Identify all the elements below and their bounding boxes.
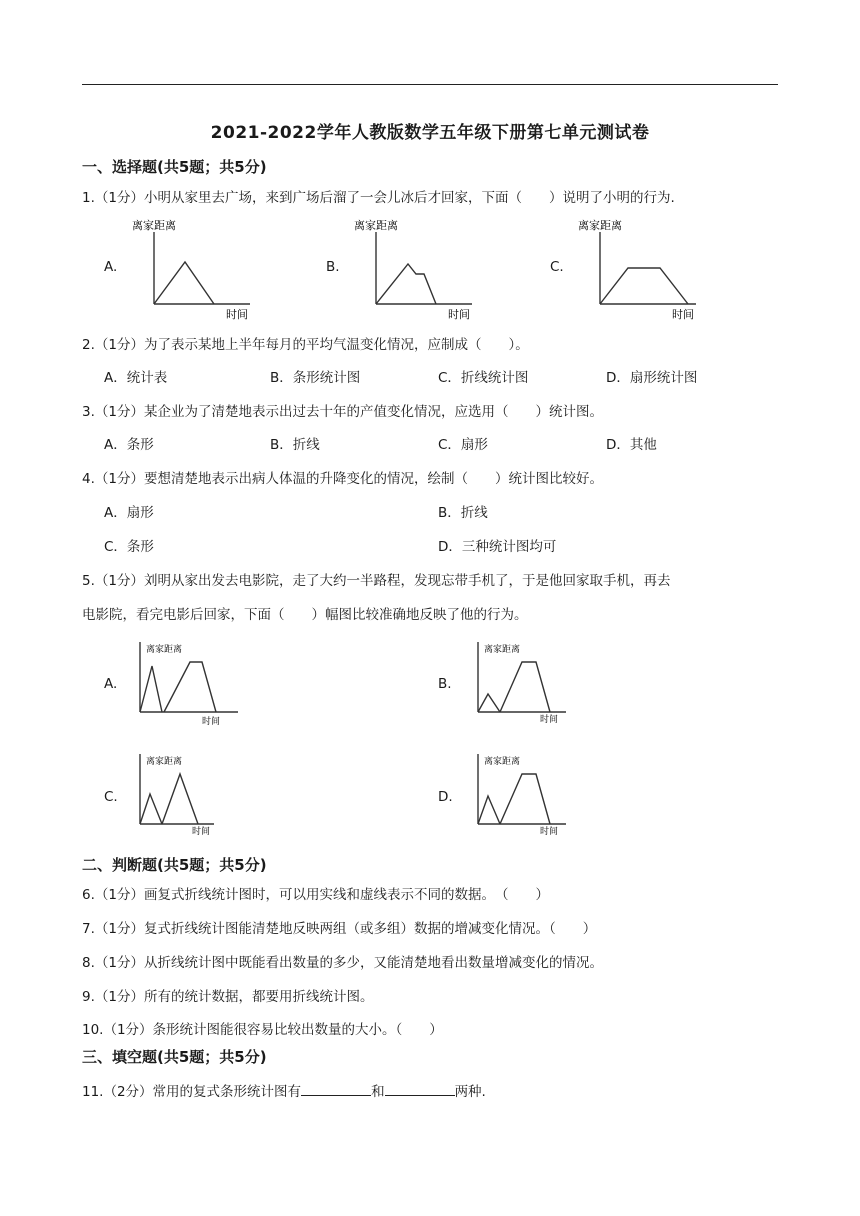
q11-prefix: 11.（2分）常用的复式条形统计图有 (82, 1084, 302, 1100)
q2-option-c: C．折线统计图 (438, 370, 529, 386)
q5-option-b-label: B. (438, 676, 452, 692)
graph-y-label: 离家距离 (146, 757, 183, 767)
question-9: 9.（1分）所有的统计数据，都要用折线统计图。 (82, 989, 374, 1005)
q5-graph-d (470, 752, 610, 838)
q11-blank-1[interactable] (301, 1083, 371, 1096)
header-rule (82, 84, 778, 85)
q1-graph-a (128, 214, 268, 322)
graph-y-label: 离家距离 (484, 645, 521, 655)
q5-option-c-label: C. (104, 789, 118, 805)
page-title: 2021-2022学年人教版数学五年级下册第七单元测试卷 (210, 123, 650, 143)
graph-x-label: 时间 (448, 308, 470, 321)
graph-x-label: 时间 (192, 827, 211, 837)
q1-option-c-label: C. (550, 259, 564, 275)
question-10: 10.（1分）条形统计图能很容易比较出数量的大小。（ ） (82, 1022, 443, 1038)
question-11 (82, 1080, 486, 1100)
q3-option-b: B．折线 (270, 437, 320, 453)
q4-option-a: A．扇形 (104, 505, 154, 521)
q5-option-d-label: D. (438, 789, 453, 805)
section-choice-heading: 一、选择题(共5题；共5分) (82, 158, 267, 176)
q1-graph-b (350, 214, 490, 322)
graph-x-label: 时间 (540, 715, 559, 725)
q2-option-a: A．统计表 (104, 370, 168, 386)
section-fill-heading: 三、填空题(共5题；共5分) (82, 1048, 267, 1066)
graph-x-label: 时间 (672, 308, 694, 321)
q5-graph-a (132, 640, 272, 726)
question-8: 8.（1分）从折线统计图中既能看出数量的多少，又能清楚地看出数量增减变化的情况。 (82, 955, 603, 971)
question-5-line-1: 5.（1分）刘明从家出发去电影院，走了大约一半路程，发现忘带手机了，于是他回家取手机，再去 (82, 573, 671, 589)
graph-y-label: 离家距离 (354, 219, 398, 232)
q3-option-a: A．条形 (104, 437, 154, 453)
q11-suffix: 两种. (454, 1084, 486, 1100)
q3-option-c: C．扇形 (438, 437, 488, 453)
graph-y-label: 离家距离 (132, 219, 176, 232)
section-judge-heading: 二、判断题(共5题；共5分) (82, 856, 267, 874)
question-3: 3.（1分）某企业为了清楚地表示出过去十年的产值变化情况，应选用（ ）统计图。 (82, 404, 603, 420)
q5-graph-c (132, 752, 272, 838)
graph-x-label: 时间 (226, 308, 248, 321)
question-1: 1.（1分）小明从家里去广场，来到广场后溜了一会儿冰后才回家，下面（ ）说明了小明的行为. (82, 190, 675, 206)
graph-y-label: 离家距离 (578, 219, 622, 232)
q2-option-b: B．条形统计图 (270, 370, 361, 386)
question-4: 4.（1分）要想清楚地表示出病人体温的升降变化的情况，绘制（ ）统计图比较好。 (82, 471, 603, 487)
q1-option-a-label: A. (104, 259, 118, 275)
q11-mid: 和 (371, 1084, 385, 1100)
q2-option-d: D．扇形统计图 (606, 370, 698, 386)
question-2: 2.（1分）为了表示某地上半年每月的平均气温变化情况，应制成（ ）。 (82, 337, 529, 353)
q11-blank-2[interactable] (385, 1083, 455, 1096)
q1-option-b-label: B. (326, 259, 340, 275)
q1-graph-c (574, 214, 714, 322)
question-6: 6.（1分）画复式折线统计图时，可以用实线和虚线表示不同的数据。 （ ） (82, 887, 549, 903)
graph-x-label: 时间 (540, 827, 559, 837)
graph-y-label: 离家距离 (146, 645, 183, 655)
q5-option-a-label: A. (104, 676, 118, 692)
graph-y-label: 离家距离 (484, 757, 521, 767)
q4-option-b: B．折线 (438, 505, 488, 521)
q4-option-c: C．条形 (104, 539, 154, 555)
graph-x-label: 时间 (202, 717, 221, 726)
question-7: 7.（1分）复式折线统计图能清楚地反映两组（或多组）数据的增减变化情况。（ ） (82, 921, 597, 937)
q3-option-d: D．其他 (606, 437, 657, 453)
q4-option-d: D．三种统计图均可 (438, 539, 557, 555)
question-5-line-2: 电影院，看完电影后回家，下面（ ）幅图比较准确地反映了他的行为。 (82, 607, 528, 623)
q5-graph-b (470, 640, 610, 726)
